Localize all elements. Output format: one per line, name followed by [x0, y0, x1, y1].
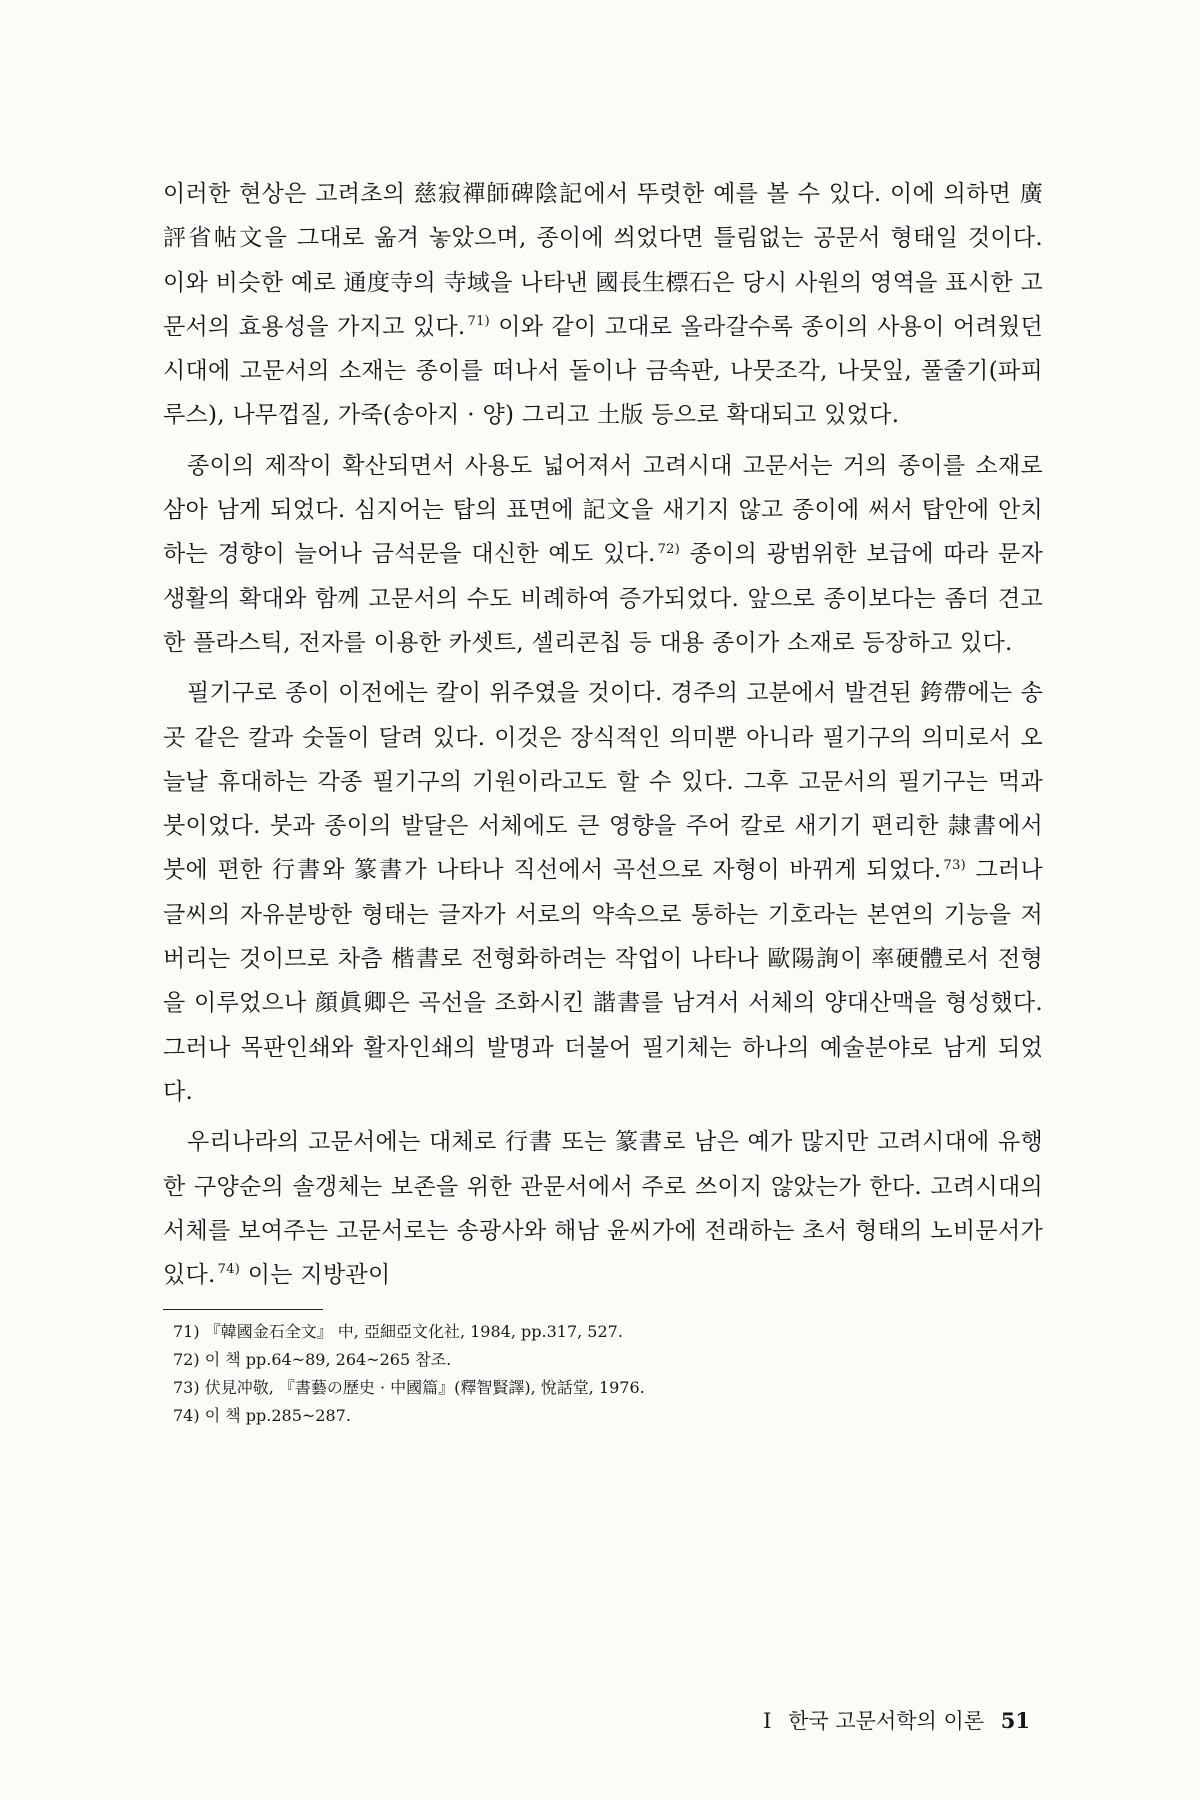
footnote-ref-71: 71) [467, 314, 491, 330]
footnote-72: 72) 이 책 pp.64~89, 264~265 참조. [173, 1350, 452, 1370]
footnote-71: 71) 『韓國金石全文』 中, 亞細亞文化社, 1984, pp.317, 527. [173, 1322, 623, 1342]
footnote-ref-72: 72) [657, 541, 681, 557]
paragraph-3 [163, 671, 1043, 1114]
footnotes [163, 1318, 1043, 1430]
paragraph-2-text: 종이의 제작이 확산되면서 사용도 넓어져서 고려시대 고문서는 거의 종이를 소재로 삼아 남게 되었다. 심지어는 탑의 표면에 記文을 새기지 않고 종이에 써서 탑안에 안치하는 경향이 늘어나 금석문을 대신한 예도 있다. [163, 452, 1043, 568]
footnote-ref-74: 74) [217, 1262, 241, 1278]
paragraph-4 [163, 1120, 1043, 1297]
paragraph-1-text-cont: 이와 같이 고대로 올라갈수록 종이의 사용이 어려웠던 시대에 고문서의 소재는 종이를 떠나서 돌이나 금속판, 나뭇조각, 나뭇잎, 풀줄기(파피루스), 나무껍질, 가죽(송아지 · 양) 그리고 土版 등으로 확대되고 있었다. [163, 313, 1043, 429]
footnote-divider [163, 1309, 323, 1310]
section-number: I [763, 1709, 772, 1733]
footnote-73: 73) 伏見冲敬, 『書藝の歷史 · 中國篇』(釋智賢譯), 悅話堂, 1976. [173, 1378, 645, 1398]
footnote-ref-73: 73) [943, 857, 967, 873]
section-title: 한국 고문서학의 이론 [788, 1709, 985, 1733]
paragraph-2 [163, 444, 1043, 665]
paragraph-1-text: 이러한 현상은 고려초의 慈寂禪師碑陰記에서 뚜렷한 예를 볼 수 있다. 이에 의하면 廣評省帖文을 그대로 옮겨 놓았으며, 종이에 씌었다면 틀림없는 공문서 형태일 것이다. 이와 비슷한 예로 通度寺의 寺域을 나타낸 國長生標石은 당시 사원의 영역을 표시한 고문서의 효용성을 가지고 있다. [163, 181, 1043, 340]
paragraph-2-text-cont: 종이의 광범위한 보급에 따라 문자생활의 확대와 함께 고문서의 수도 비례하여 증가되었다. 앞으로 종이보다는 좀더 견고한 플라스틱, 전자를 이용한 카셋트, 셀리콘칩 등 대용 종이가 소재로 등장하고 있다. [163, 541, 1043, 656]
paragraph-3-text-cont: 그러나 글씨의 자유분방한 형태는 글자가 서로의 약속으로 통하는 기호라는 본연의 기능을 저버리는 것이므로 차츰 楷書로 전형화하려는 작업이 나타나 歐陽詢이 率硬體로서 전형을 이루었으나 顔眞卿은 곡선을 조화시킨 諧書를 남겨서 서체의 양대산맥을 형성했다. 그러나 목판인쇄와 활자인쇄의 발명과 더불어 필기체는 하나의 예술분야로 남게 되었다. [163, 857, 1044, 1105]
paragraph-4-text: 우리나라의 고문서에는 대체로 行書 또는 篆書로 남은 예가 많지만 고려시대에 유행한 구양순의 솔갱체는 보존을 위한 관문서에서 주로 쓰이지 않았는가 한다. 고려시대의 서체를 보여주는 고문서로는 송광사와 해남 윤씨가에 전래하는 초서 형태의 노비문서가 있다. [163, 1129, 1043, 1289]
paragraph-1 [163, 172, 1043, 438]
paragraph-3-text: 필기구로 종이 이전에는 칼이 위주였을 것이다. 경주의 고분에서 발견된 銙帶에는 송곳 같은 칼과 숫돌이 달려 있다. 이것은 장식적인 의미뿐 아니라 필기구의 의미로서 오늘날 휴대하는 각종 필기구의 기원이라고도 할 수 있다. 그후 고문서의 필기구는 먹과 붓이었다. 붓과 종이의 발달은 서체에도 큰 영향을 주어 칼로 새기기 편리한 隷書에서 붓에 편한 行書와 篆書가 나타나 직선에서 곡선으로 자형이 바뀌게 되었다. [163, 680, 1043, 884]
running-footer [690, 1705, 1030, 1735]
page-body [163, 172, 1043, 1430]
footnote-74: 74) 이 책 pp.285~287. [173, 1406, 351, 1426]
page-number: 51 [1000, 1708, 1030, 1733]
paragraph-4-text-cont: 이는 지방관이 [240, 1262, 391, 1289]
